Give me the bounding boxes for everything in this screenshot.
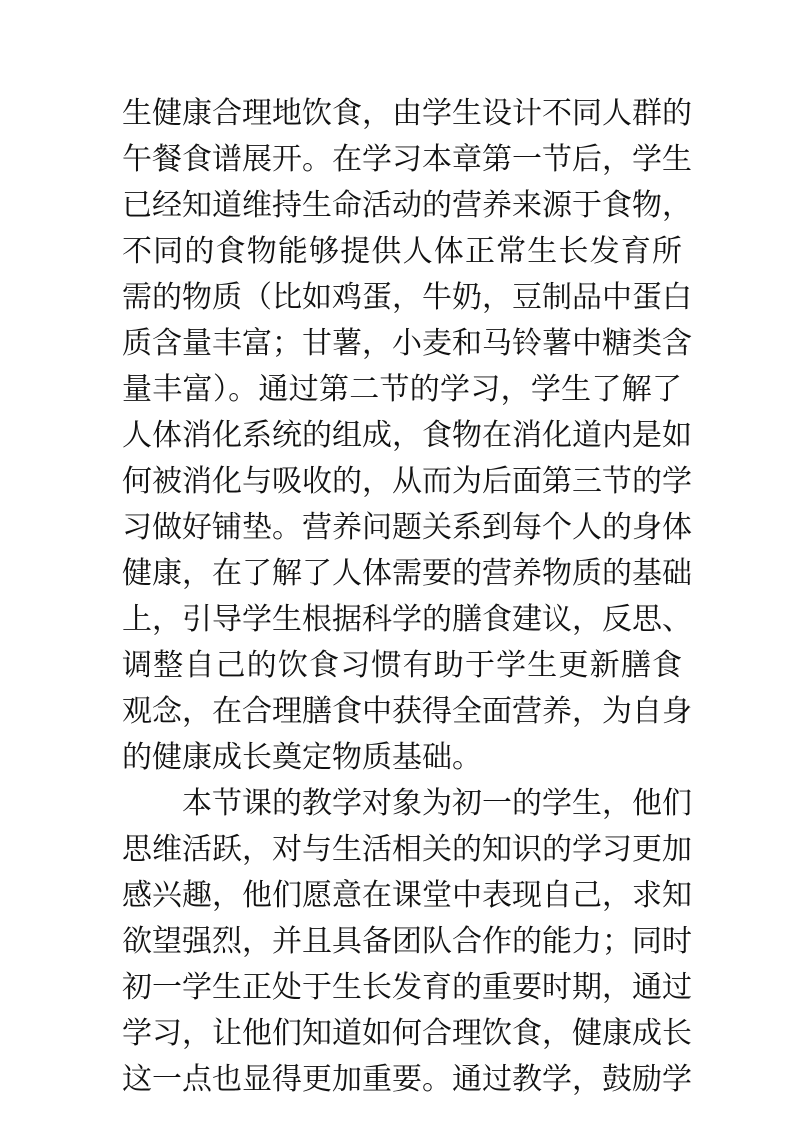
text-line: 已经知道维持生命活动的营养来源于食物， — [122, 188, 692, 223]
text-line: 量丰富）。通过第二节的学习，学生了解了 — [122, 372, 682, 407]
text-line: 初一学生正处于生长发育的重要时期，通过 — [122, 970, 692, 1005]
text-line: 上，引导学生根据科学的膳食建议，反思、 — [122, 602, 692, 637]
text-line: 调整自己的饮食习惯有助于学生更新膳食 — [122, 648, 682, 683]
text-line: 需的物质（比如鸡蛋，牛奶，豆制品中蛋白 — [122, 280, 692, 315]
text-line: 欲望强烈，并且具备团队合作的能力；同时 — [122, 924, 692, 959]
text-line: 午餐食谱展开。在学习本章第一节后，学生 — [122, 142, 692, 177]
paragraph-diet-context — [122, 91, 692, 781]
text-line: 思维活跃，对与生活相关的知识的学习更加 — [122, 832, 692, 867]
text-line: 观念，在合理膳食中获得全面营养，为自身 — [122, 694, 692, 729]
text-line: 何被消化与吸收的，从而为后面第三节的学 — [122, 464, 692, 499]
text-line: 人体消化系统的组成，食物在消化道内是如 — [122, 418, 692, 453]
text-line: 生健康合理地饮食，由学生设计不同人群的 — [122, 96, 692, 131]
paragraph-student-analysis — [122, 781, 692, 1103]
text-line: 感兴趣，他们愿意在课堂中表现自己，求知 — [122, 878, 692, 913]
text-line: 的健康成长奠定物质基础。 — [122, 740, 482, 775]
text-line: 质含量丰富；甘薯，小麦和马铃薯中糖类含 — [122, 326, 692, 361]
text-line: 学习，让他们知道如何合理饮食，健康成长 — [122, 1016, 692, 1051]
text-line: 健康，在了解了人体需要的营养物质的基础 — [122, 556, 692, 591]
text-line: 习做好铺垫。营养问题关系到每个人的身体 — [122, 510, 692, 545]
text-line: 本节课的教学对象为初一的学生，他们 — [182, 786, 692, 821]
text-line: 这一点也显得更加重要。通过教学，鼓励学 — [122, 1062, 692, 1097]
body-text — [122, 91, 692, 1103]
text-line: 不同的食物能够提供人体正常生长发育所 — [122, 234, 682, 269]
